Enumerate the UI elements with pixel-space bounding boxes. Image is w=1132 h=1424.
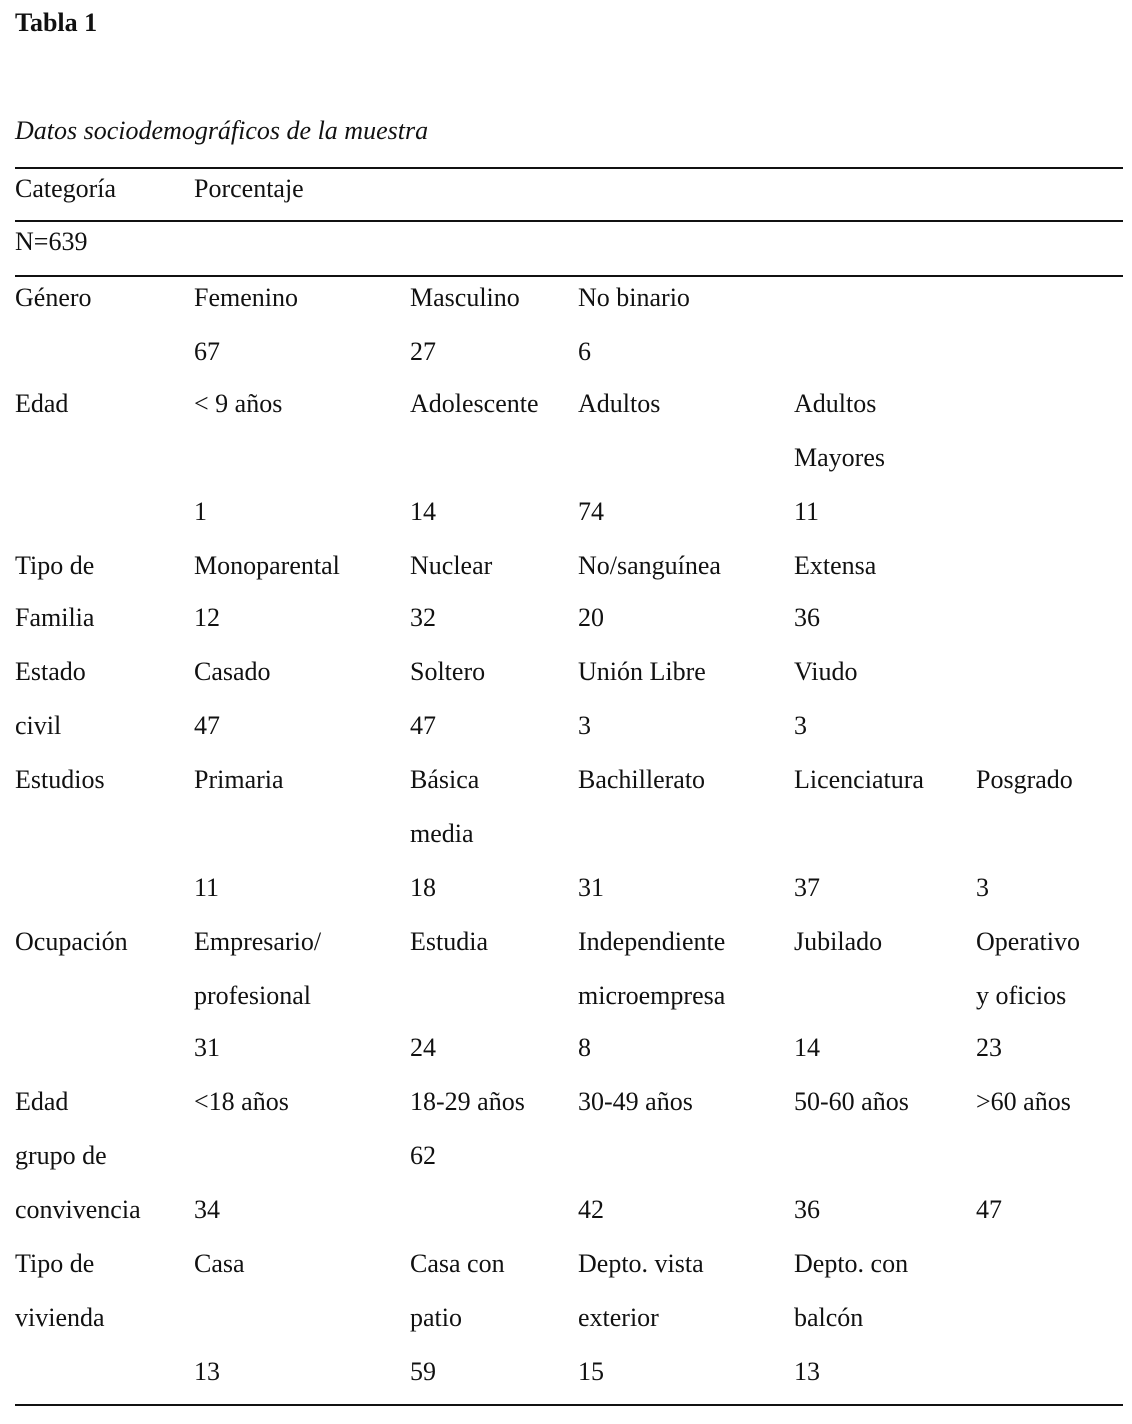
row-label-familia-line1: Tipo de — [15, 551, 95, 580]
option-ocupacion-1-line1: Empresario/ — [194, 927, 322, 956]
option-convivencia-1: <18 años — [194, 1087, 289, 1116]
option-familia-4: Extensa — [794, 551, 877, 580]
value-convivencia-1: 34 — [194, 1195, 220, 1224]
value-convivencia-3: 42 — [578, 1195, 604, 1224]
value-estudios-3: 31 — [578, 873, 604, 902]
sample-size: N=639 — [15, 227, 88, 256]
option-civil-2: Soltero — [410, 657, 486, 686]
value-genero-1: 67 — [194, 337, 220, 366]
bottom-rule — [15, 1404, 1123, 1406]
row-label-convivencia-line1: Edad — [15, 1087, 69, 1116]
value-familia-3: 20 — [578, 603, 604, 632]
top-rule — [15, 167, 1123, 169]
value-civil-2: 47 — [410, 711, 436, 740]
option-civil-3: Unión Libre — [578, 657, 706, 686]
option-vivienda-3-line2: exterior — [578, 1303, 659, 1332]
header-rule — [15, 220, 1123, 222]
value-edad-2: 14 — [410, 497, 436, 526]
row-label-ocupacion: Ocupación — [15, 927, 128, 956]
value-genero-3: 6 — [578, 337, 591, 366]
value-familia-4: 36 — [794, 603, 820, 632]
option-ocupacion-1-line2: profesional — [194, 981, 311, 1010]
value-estudios-2: 18 — [410, 873, 436, 902]
option-convivencia-3: 30-49 años — [578, 1087, 693, 1116]
option-genero-2: Masculino — [410, 283, 520, 312]
row-label-vivienda-line1: Tipo de — [15, 1249, 95, 1278]
value-ocupacion-2: 24 — [410, 1033, 436, 1062]
option-edad-3: Adultos — [578, 389, 661, 418]
value-convivencia-5: 47 — [976, 1195, 1002, 1224]
option-civil-4: Viudo — [794, 657, 858, 686]
option-estudios-2-line2: media — [410, 819, 474, 848]
row-label-familia-line2: Familia — [15, 603, 95, 632]
option-genero-3: No binario — [578, 283, 690, 312]
row-label-vivienda-line2: vivienda — [15, 1303, 105, 1332]
option-ocupacion-3-line2: microempresa — [578, 981, 726, 1010]
option-edad-2: Adolescente — [410, 389, 539, 418]
option-familia-1: Monoparental — [194, 551, 340, 580]
value-edad-1: 1 — [194, 497, 207, 526]
row-label-estudios: Estudios — [15, 765, 105, 794]
option-vivienda-4-line1: Depto. con — [794, 1249, 909, 1278]
option-vivienda-2-line2: patio — [410, 1303, 462, 1332]
option-vivienda-2-line1: Casa con — [410, 1249, 505, 1278]
row-label-civil-line2: civil — [15, 711, 62, 740]
value-estudios-4: 37 — [794, 873, 820, 902]
option-ocupacion-4: Jubilado — [794, 927, 883, 956]
option-convivencia-4: 50-60 años — [794, 1087, 909, 1116]
value-ocupacion-3: 8 — [578, 1033, 591, 1062]
option-estudios-2-line1: Básica — [410, 765, 480, 794]
option-estudios-1: Primaria — [194, 765, 284, 794]
header-category: Categoría — [15, 174, 117, 203]
table-title: Tabla 1 — [15, 8, 98, 37]
option-genero-1: Femenino — [194, 283, 298, 312]
option-vivienda-1: Casa — [194, 1249, 245, 1278]
option-ocupacion-5-line1: Operativo — [976, 927, 1080, 956]
header-percentage: Porcentaje — [194, 174, 304, 203]
row-label-edad: Edad — [15, 389, 69, 418]
option-ocupacion-5-line2: y oficios — [976, 981, 1067, 1010]
value-estudios-5: 3 — [976, 873, 989, 902]
option-convivencia-5: >60 años — [976, 1087, 1071, 1116]
value-familia-2: 32 — [410, 603, 436, 632]
value-civil-3: 3 — [578, 711, 591, 740]
option-edad-1: < 9 años — [194, 389, 283, 418]
value-vivienda-1: 13 — [194, 1357, 220, 1386]
option-ocupacion-2: Estudia — [410, 927, 488, 956]
value-familia-1: 12 — [194, 603, 220, 632]
option-familia-2: Nuclear — [410, 551, 493, 580]
row-label-convivencia-line3: convivencia — [15, 1195, 141, 1224]
option-vivienda-4-line2: balcón — [794, 1303, 864, 1332]
option-estudios-5: Posgrado — [976, 765, 1073, 794]
value-civil-1: 47 — [194, 711, 220, 740]
table-subtitle: Datos sociodemográficos de la muestra — [15, 116, 429, 145]
value-civil-4: 3 — [794, 711, 807, 740]
value-vivienda-2: 59 — [410, 1357, 436, 1386]
option-vivienda-3-line1: Depto. vista — [578, 1249, 704, 1278]
option-edad-4-line2: Mayores — [794, 443, 885, 472]
value-convivencia-4: 36 — [794, 1195, 820, 1224]
value-convivencia-2: 62 — [410, 1141, 436, 1170]
option-civil-1: Casado — [194, 657, 271, 686]
row-label-genero: Género — [15, 283, 92, 312]
option-estudios-3: Bachillerato — [578, 765, 706, 794]
value-edad-3: 74 — [578, 497, 604, 526]
sample-rule — [15, 275, 1123, 277]
value-estudios-1: 11 — [194, 873, 220, 902]
value-vivienda-4: 13 — [794, 1357, 820, 1386]
value-genero-2: 27 — [410, 337, 436, 366]
option-familia-3: No/sanguínea — [578, 551, 721, 580]
row-label-convivencia-line2: grupo de — [15, 1141, 107, 1170]
option-estudios-4: Licenciatura — [794, 765, 924, 794]
value-edad-4: 11 — [794, 497, 820, 526]
row-label-civil-line1: Estado — [15, 657, 86, 686]
value-ocupacion-5: 23 — [976, 1033, 1002, 1062]
value-ocupacion-4: 14 — [794, 1033, 820, 1062]
option-convivencia-2: 18-29 años — [410, 1087, 525, 1116]
option-edad-4-line1: Adultos — [794, 389, 877, 418]
value-ocupacion-1: 31 — [194, 1033, 220, 1062]
value-vivienda-3: 15 — [578, 1357, 604, 1386]
option-ocupacion-3-line1: Independiente — [578, 927, 726, 956]
